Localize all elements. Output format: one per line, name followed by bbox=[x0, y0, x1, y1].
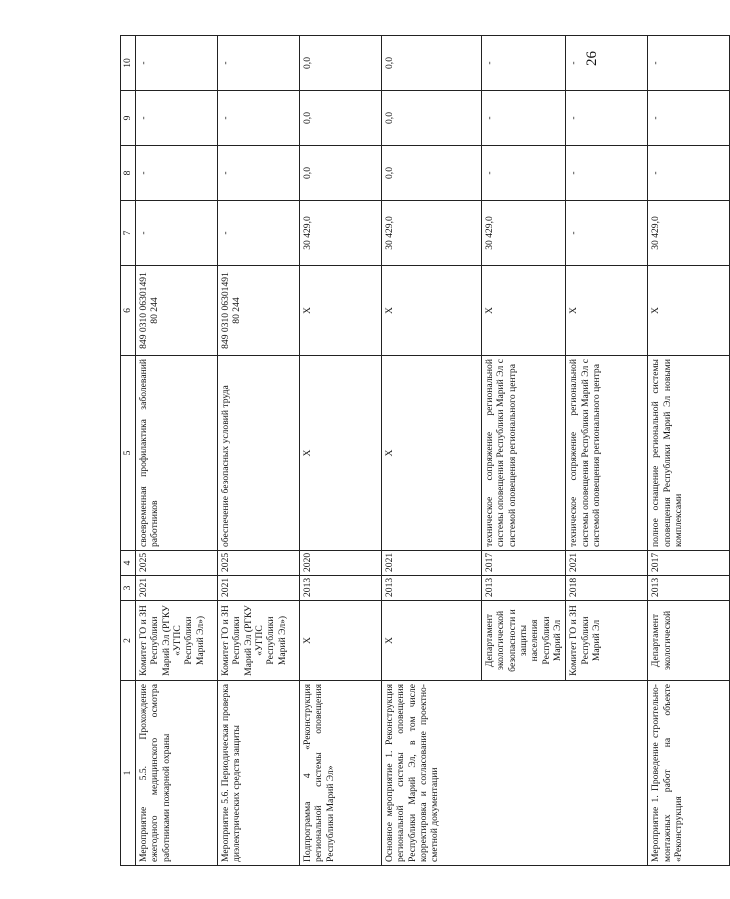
amount-cell-9: - bbox=[136, 91, 218, 146]
amount-cell-10: - bbox=[136, 36, 218, 91]
amount-cell-7: - bbox=[566, 201, 648, 266]
header-row bbox=[121, 36, 136, 866]
table-row bbox=[218, 36, 300, 866]
amount-cell-10: - bbox=[482, 36, 566, 91]
column-header-6: 6 bbox=[121, 266, 136, 356]
budget-code-cell: Х bbox=[566, 266, 648, 356]
column-header-2: 2 bbox=[121, 601, 136, 681]
result-cell: Х bbox=[300, 356, 382, 551]
amount-cell-10: 0,0 bbox=[382, 36, 482, 91]
table-row bbox=[136, 36, 218, 866]
amount-cell-8: 0,0 bbox=[300, 146, 382, 201]
result-cell: техническое сопряжение региональной системы оповещения Республики Марий Эл с системой оповещения регионального центра bbox=[482, 356, 566, 551]
budget-code-cell: Х bbox=[648, 266, 730, 356]
amount-cell-8: - bbox=[482, 146, 566, 201]
table-row bbox=[648, 36, 730, 866]
page-number: 26 bbox=[584, 51, 600, 66]
end-year-cell: 2025 bbox=[218, 551, 300, 576]
column-header-5: 5 bbox=[121, 356, 136, 551]
table-row bbox=[300, 36, 382, 866]
amount-cell-8: - bbox=[566, 146, 648, 201]
activity-name-cell: Мероприятие 1. Проведение строительно-монтажных работ на объекте «Реконструкция bbox=[648, 681, 730, 866]
column-header-9: 9 bbox=[121, 91, 136, 146]
result-cell: своевременная профилактика заболеваний работников bbox=[136, 356, 218, 551]
start-year-cell: 2013 bbox=[300, 576, 382, 601]
executor-cell: Комитет ГО и ЗН Республики Марий Эл (РГКУ «УГПС Республики Марий Эл») bbox=[136, 601, 218, 681]
start-year-cell: 2018 bbox=[566, 576, 648, 601]
column-header-4: 4 bbox=[121, 551, 136, 576]
amount-cell-7: - bbox=[218, 201, 300, 266]
amount-cell-8: 0,0 bbox=[382, 146, 482, 201]
amount-cell-10: - bbox=[566, 36, 648, 91]
activity-name-cell: Мероприятие 5.6. Периодическая проверка диэлектрических средств защиты bbox=[218, 681, 300, 866]
executor-cell: Комитет ГО и ЗН Республики Марий Эл bbox=[566, 601, 648, 681]
budget-code-cell: Х bbox=[300, 266, 382, 356]
amount-cell-9: - bbox=[218, 91, 300, 146]
amount-cell-8: - bbox=[136, 146, 218, 201]
start-year-cell: 2013 bbox=[648, 576, 730, 601]
amount-cell-7: 30 429,0 bbox=[482, 201, 566, 266]
amount-cell-7: 30 429,0 bbox=[382, 201, 482, 266]
executor-cell: Комитет ГО и ЗН Республики Марий Эл (РГКУ «УГПС Республики Марий Эл») bbox=[218, 601, 300, 681]
column-header-10: 10 bbox=[121, 36, 136, 91]
end-year-cell: 2020 bbox=[300, 551, 382, 576]
amount-cell-10: - bbox=[218, 36, 300, 91]
executor-cell: Х bbox=[382, 601, 482, 681]
column-header-7: 7 bbox=[121, 201, 136, 266]
end-year-cell: 2021 bbox=[566, 551, 648, 576]
amount-cell-8: - bbox=[648, 146, 730, 201]
activity-name-cell: Основное мероприятие 1. Реконструкция региональной системы оповещения Республики Марий Эл, в том числе корректировка и согласование проектно-сметной документации bbox=[382, 681, 648, 866]
executor-cell: Департамент экологической bbox=[648, 601, 730, 681]
column-header-1: 1 bbox=[121, 681, 136, 866]
result-cell: обеспечение безопасных условий труда bbox=[218, 356, 300, 551]
amount-cell-7: 30 429,0 bbox=[300, 201, 382, 266]
budget-code-cell: 849 0310 06301491 80 244 bbox=[136, 266, 218, 356]
result-cell: техническое сопряжение региональной системы оповещения Республики Марий Эл с системой оповещения регионального центра bbox=[566, 356, 648, 551]
column-header-8: 8 bbox=[121, 146, 136, 201]
amount-cell-9: 0,0 bbox=[382, 91, 482, 146]
start-year-cell: 2013 bbox=[482, 576, 566, 601]
end-year-cell: 2021 bbox=[382, 551, 482, 576]
start-year-cell: 2021 bbox=[218, 576, 300, 601]
amount-cell-10: 0,0 bbox=[300, 36, 382, 91]
amount-cell-10: - bbox=[648, 36, 730, 91]
amount-cell-9: - bbox=[482, 91, 566, 146]
column-header-3: 3 bbox=[121, 576, 136, 601]
amount-cell-9: - bbox=[648, 91, 730, 146]
result-cell: Х bbox=[382, 356, 482, 551]
program-table bbox=[120, 35, 730, 866]
executor-cell: Департамент экологической безопасности и защиты населения Республики Марий Эл bbox=[482, 601, 566, 681]
rotated-table-wrapper bbox=[120, 36, 684, 866]
executor-cell: Х bbox=[300, 601, 382, 681]
table-row bbox=[382, 36, 482, 866]
budget-code-cell: Х bbox=[382, 266, 482, 356]
activity-name-cell: Мероприятие 5.5. Прохождение ежегодного медицинского осмотра работниками пожарной охраны bbox=[136, 681, 218, 866]
amount-cell-8: - bbox=[218, 146, 300, 201]
start-year-cell: 2013 bbox=[382, 576, 482, 601]
amount-cell-9: 0,0 bbox=[300, 91, 382, 146]
activity-name-cell: Подпрограмма 4 «Реконструкция региональной системы оповещения Республики Марий Эл» bbox=[300, 681, 382, 866]
budget-code-cell: Х bbox=[482, 266, 566, 356]
amount-cell-7: - bbox=[136, 201, 218, 266]
end-year-cell: 2025 bbox=[136, 551, 218, 576]
amount-cell-9: - bbox=[566, 91, 648, 146]
end-year-cell: 2017 bbox=[482, 551, 566, 576]
amount-cell-7: 30 429,0 bbox=[648, 201, 730, 266]
budget-code-cell: 849 0310 06301491 80 244 bbox=[218, 266, 300, 356]
result-cell: полное оснащение региональной системы оповещения Республики Марий Эл новыми комплексами bbox=[648, 356, 730, 551]
start-year-cell: 2021 bbox=[136, 576, 218, 601]
end-year-cell: 2017 bbox=[648, 551, 730, 576]
